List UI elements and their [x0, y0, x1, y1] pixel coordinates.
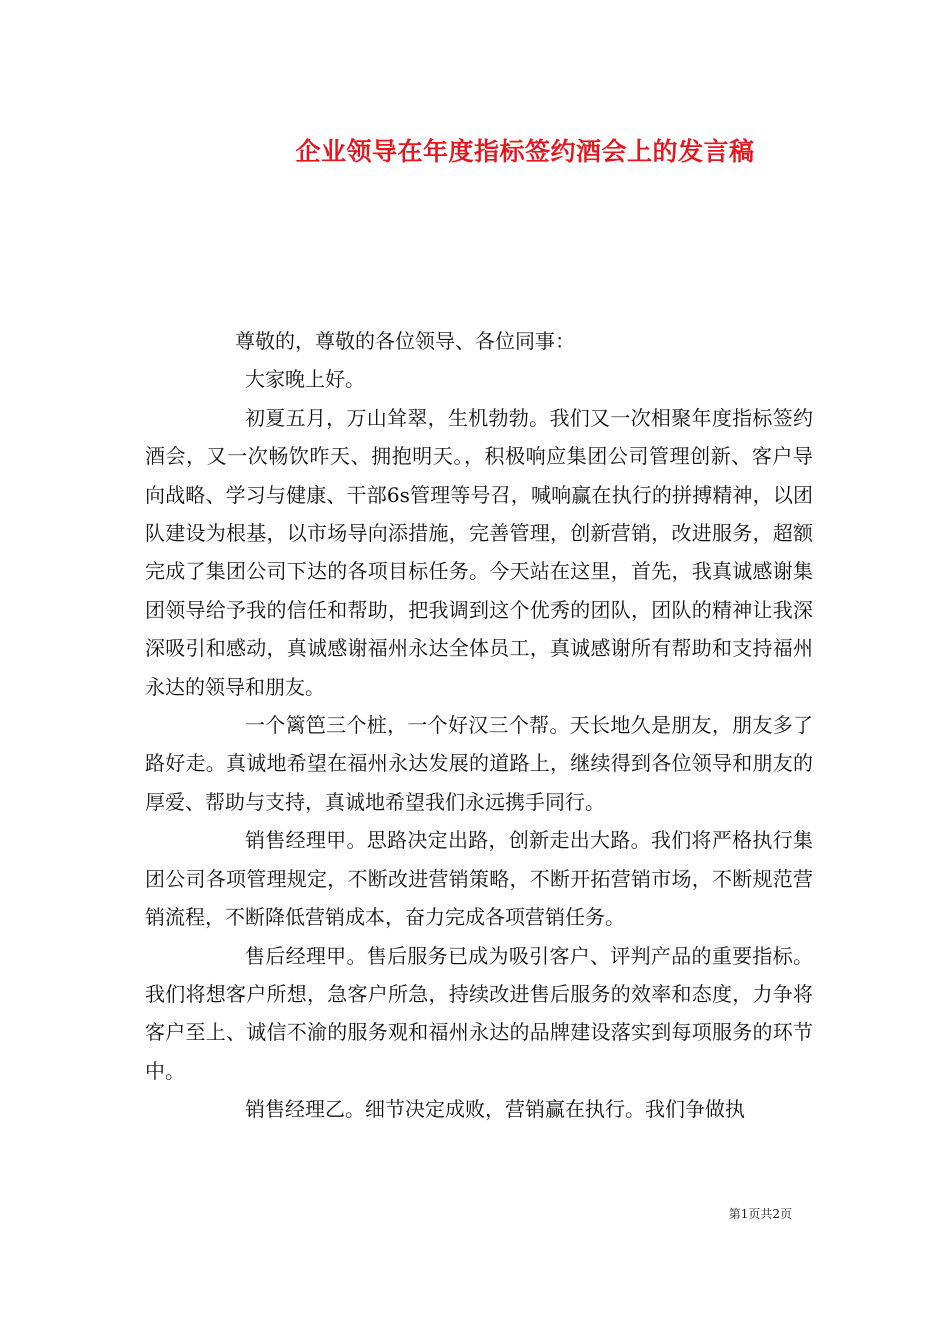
paragraph-aftersales-manager-a: 售后经理甲。售后服务已成为吸引客户、评判产品的重要指标。我们将想客户所想，急客户所急，持续改进售后服务的效率和态度，力争将客户至上、诚信不渝的服务观和福州永达的品牌建设落实到每项服务的环节中。 [145, 943, 813, 1083]
salutation: 尊敬的，尊敬的各位领导、各位同事： [235, 329, 575, 353]
paragraph-friendship: 一个篱笆三个桩，一个好汉三个帮。天长地久是朋友，朋友多了路好走。真诚地希望在福州永达发展的道路上，继续得到各位领导和朋友的厚爱、帮助与支持，真诚地希望我们永远携手同行。 [145, 713, 813, 814]
greeting: 大家晚上好。 [245, 367, 365, 392]
paragraph-sales-manager-a: 销售经理甲。思路决定出路，创新走出大路。我们将严格执行集团公司各项管理规定，不断改进营销策略，不断开拓营销市场，不断规范营销流程，不断降低营销成本，奋力完成各项营销任务。 [145, 828, 813, 930]
page-number-footer: 第1页共2页 [728, 1207, 792, 1221]
paragraph-opening: 初夏五月，万山耸翠，生机勃勃。我们又一次相聚年度指标签约酒会，又一次畅饮昨天、拥抱明天。，积极响应集团公司管理创新、客户导向战略、学习与健康、干部6s管理等号召，喊响赢在执行的拼搏精神，以团队建设为根基，以市场导向添措施，完善管理，创新营销，改进服务，超额完成了集团公司下达的各项目标任务。今天站在这里，首先，我真诚感谢集团领导给予我的信任和帮助，把我调到这个优秀的团队，团队的精神让我深深吸引和感动，真诚感谢福州永达全体员工，真诚感谢所有帮助和支持福州永达的领导和朋友。 [145, 405, 813, 699]
paragraph-sales-manager-b: 销售经理乙。细节决定成败，营销赢在执行。我们争做执 [245, 1097, 745, 1122]
document-body [145, 322, 813, 1129]
document-title: 企业领导在年度指标签约酒会上的发言稿 [295, 137, 755, 166]
